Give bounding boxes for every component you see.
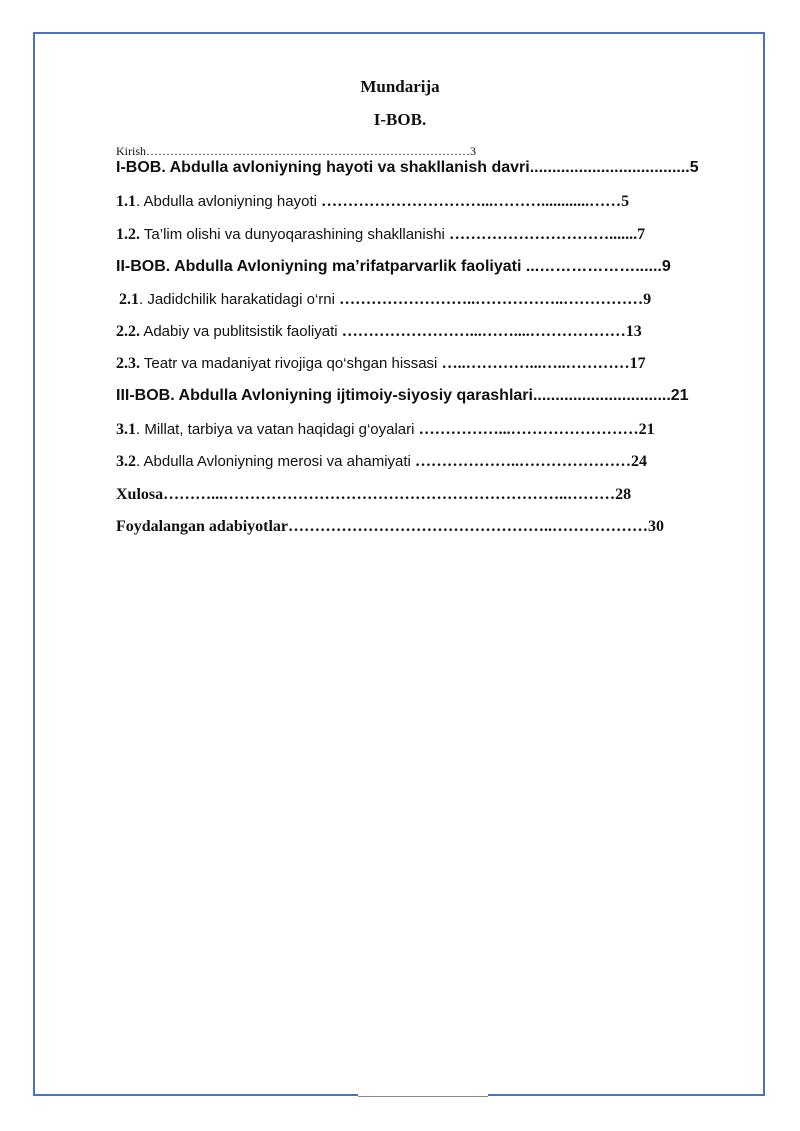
- toc-entry-number: 2.1: [119, 291, 139, 308]
- toc-entry-number: 3.2: [116, 453, 136, 470]
- toc-entry-2-3[interactable]: [116, 354, 646, 374]
- toc-entry-1-1[interactable]: [116, 192, 629, 212]
- toc-leader: …………………………………………..………………: [288, 518, 649, 535]
- toc-entry-text: Ta’lim olishi va dunyoqarashining shakllanishi: [140, 226, 450, 243]
- toc-entry-chapter-2[interactable]: [116, 257, 671, 277]
- toc-entry-text: Foydalangan adabiyotlar: [116, 518, 289, 535]
- toc-page-number: 21: [670, 387, 689, 404]
- toc-leader: ………………………….......: [449, 226, 638, 243]
- toc-entry-xulosa[interactable]: [116, 485, 631, 505]
- toc-page-number: 24: [631, 453, 648, 470]
- footer-gap: [358, 1094, 488, 1100]
- toc-page-number: 9: [643, 291, 652, 308]
- toc-entry-3-1[interactable]: [116, 420, 655, 440]
- toc-leader: ………………………………………………………………………: [146, 144, 470, 158]
- toc-leader: ………...………………………………………………………..………: [163, 486, 616, 503]
- toc-entry-chapter-1[interactable]: [116, 158, 699, 178]
- toc-entry-3-2[interactable]: [116, 452, 647, 472]
- toc-leader: ………………..…………………: [415, 453, 632, 470]
- toc-page-number: 5: [689, 159, 699, 176]
- toc-entry-number: 2.3.: [116, 355, 140, 372]
- toc-page-number: 7: [637, 226, 646, 243]
- toc-entry-text: Teatr va madaniyat rivojiga qo‘shgan hissasi: [140, 355, 442, 372]
- toc-page-number: 17: [629, 355, 646, 372]
- toc-leader: ....................................: [529, 159, 690, 176]
- toc-entry-text: Xulosa: [116, 486, 164, 503]
- toc-page-number: 30: [648, 518, 665, 535]
- toc-entry-text: . Abdulla avloniyning hayoti: [136, 193, 322, 210]
- toc-entry-number: 2.2.: [116, 323, 140, 340]
- toc-leader: ……………………...……....………………: [341, 323, 626, 340]
- document-title: Mundarija: [360, 77, 440, 96]
- toc-leader: ...............................: [532, 387, 671, 404]
- toc-entry-text: II-BOB. Abdulla Avloniyning ma’rifatparvarlik faoliyati: [116, 258, 526, 275]
- toc-page-number: 21: [638, 421, 655, 438]
- toc-entry-text: . Jadidchilik harakatidagi o‘rni: [139, 291, 340, 308]
- toc-page-number: 9: [661, 258, 671, 275]
- toc-leader: ……………………..……………..……………: [339, 291, 644, 308]
- chapter-heading: I-BOB.: [373, 110, 427, 129]
- toc-page-number: 28: [615, 486, 632, 503]
- toc-entry-number: 1.1: [116, 193, 136, 210]
- toc-entry-number: 3.1: [116, 421, 136, 438]
- toc-entry-chapter-3[interactable]: [116, 386, 689, 406]
- toc-entry-2-2[interactable]: [116, 322, 642, 342]
- toc-leader: …………………………...………............……: [321, 193, 622, 210]
- footer-line: [358, 1096, 488, 1097]
- toc-page-number: 3: [470, 144, 476, 158]
- toc-page-number: 5: [621, 193, 630, 210]
- toc-leader: ...………………......: [525, 258, 662, 275]
- toc-entry-text: . Abdulla Avloniyning merosi va ahamiyati: [136, 453, 416, 470]
- toc-entry-text: III-BOB. Abdulla Avloniyning ijtimoiy-siyosiy qarashlari: [116, 387, 533, 404]
- toc-entry-text: . Millat, tarbiya va vatan haqidagi g‘oyalari: [136, 421, 419, 438]
- toc-entry-text: Adabiy va publitsistik faoliyati: [140, 323, 342, 340]
- toc-entry-text: Kirish: [116, 144, 146, 158]
- toc-entry-2-1[interactable]: [119, 290, 651, 310]
- toc-entry-1-2[interactable]: [116, 225, 645, 245]
- toc-page-number: 13: [625, 323, 642, 340]
- toc-entry-bibliography[interactable]: [116, 517, 664, 537]
- toc-entry-text: I-BOB. Abdulla avloniyning hayoti va shakllanish davri: [116, 159, 530, 176]
- toc-entry-number: 1.2.: [116, 226, 140, 243]
- toc-leader: ……………...……………………: [418, 421, 639, 438]
- toc-leader: …..…………...…..…………: [441, 355, 630, 372]
